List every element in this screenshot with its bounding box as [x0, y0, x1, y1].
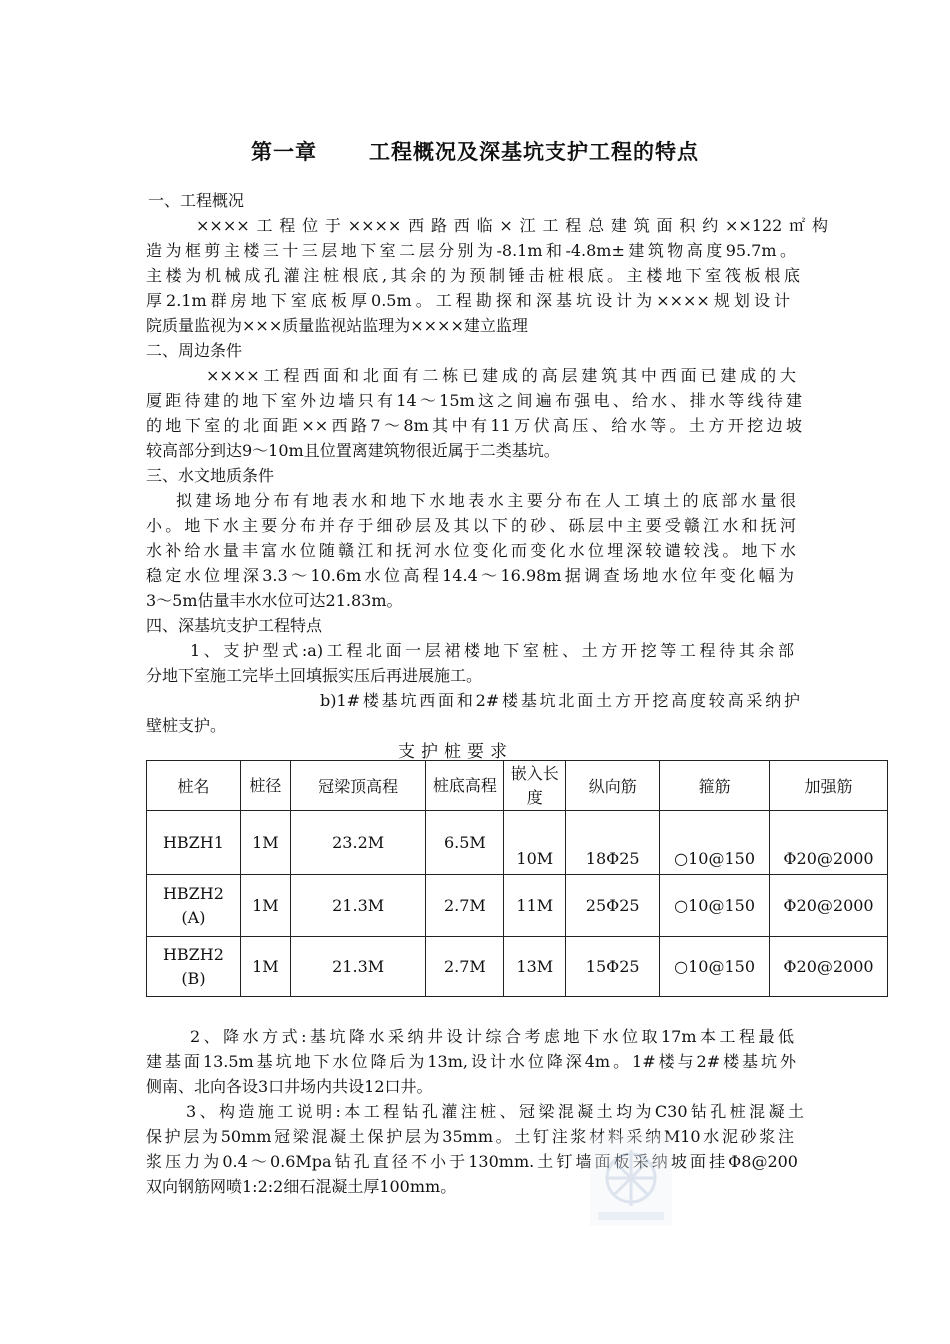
table-cell: 23.2M [290, 811, 426, 875]
paragraph-line: 拟建场地分布有地表水和地下水地表水主要分布在人工填土的底部水量很 [176, 491, 796, 510]
table-cell: 10M [504, 811, 566, 875]
header-cell: 桩名 [147, 761, 241, 811]
table-cell: 1M [240, 811, 290, 875]
section-heading: 一、工程概况 [148, 191, 245, 210]
table-cell: ○10@150 [660, 937, 770, 997]
section-heading: 三、水文地质条件 [146, 466, 275, 485]
table-cell: 13M [504, 937, 566, 997]
table-cell: 1M [240, 937, 290, 997]
table-cell: HBZH2(B) [147, 937, 241, 997]
watermark-logo-icon [588, 1132, 674, 1228]
table-cell: 21.3M [290, 937, 426, 997]
table-row [147, 875, 888, 937]
paragraph-line: 浆压力为0.4～0.6Mpa钻孔直径不小于130mm.土钉墙面板采纳坡面挂Φ8@200 [146, 1152, 798, 1171]
header-cell: 加强筋 [770, 761, 888, 811]
pile-requirements-table [146, 760, 888, 997]
table-caption: 支护桩要求 [398, 742, 513, 762]
header-cell: 嵌入长度 [504, 761, 566, 811]
section-heading: 四、深基坑支护工程特点 [146, 616, 323, 635]
paragraph-line: 稳定水位埋深3.3～10.6m水位高程14.4～16.98m据调查场地水位年变化幅为 [146, 566, 794, 585]
header-cell: 冠梁顶高程 [290, 761, 426, 811]
table-header-row [147, 761, 888, 811]
table-cell: ○10@150 [660, 811, 770, 875]
paragraph-line: 保护层为50mm冠梁混凝土保护层为35mm。土钉注浆材料采纳M10水泥砂浆注 [146, 1127, 794, 1146]
table-cell: HBZH1 [147, 811, 241, 875]
table-cell: HBZH2(A) [147, 875, 241, 937]
section-heading: 二、周边条件 [146, 341, 243, 360]
paragraph-line: 双向钢筋网喷1:2:2细石混凝土厚100mm。 [146, 1177, 457, 1196]
paragraph-line: 建基面13.5m基坑地下水位降后为13m,设计水位降深4m。1#楼与2#楼基坑外 [146, 1052, 796, 1071]
table-cell: 21.3M [290, 875, 426, 937]
paragraph-line: 厦距待建的地下室外边墙只有14～15m这之间遍布强电、给水、排水等线待建 [146, 391, 802, 410]
paragraph-line: 主楼为机械成孔灌注桩根底,其余的为预制锤击桩根底。主楼地下室筏板根底 [146, 266, 800, 285]
paragraph-line: 壁桩支护。 [146, 716, 227, 735]
paragraph-line: 侧南、北向各设3口井场内共设12口井。 [146, 1077, 433, 1096]
table-cell: 11M [504, 875, 566, 937]
chapter-title: 工程概况及深基坑支护工程的特点 [369, 139, 699, 164]
table-cell: ○10@150 [660, 875, 770, 937]
paragraph-line: ××××工程位于××××西路西临×江工程总建筑面积约××122㎡构 [196, 216, 828, 235]
table-row [147, 811, 888, 875]
table-cell: 2.7M [426, 875, 504, 937]
table-cell: 1M [240, 875, 290, 937]
paragraph-line: 厚2.1m群房地下室底板厚0.5m。工程勘探和深基坑设计为××××规划设计 [146, 291, 790, 310]
table-cell: 25Φ25 [566, 875, 660, 937]
paragraph-line: 2、降水方式:基坑降水采纳井设计综合考虑地下水位取17m本工程最低 [190, 1027, 794, 1046]
paragraph-line: ××××工程西面和北面有二栋已建成的高层建筑其中西面已建成的大 [206, 366, 796, 385]
table-cell: Φ20@2000 [770, 937, 888, 997]
paragraph-line: 1、支护型式:a)工程北面一层裙楼地下室桩、土方开挖等工程待其余部 [190, 641, 794, 660]
page-title [0, 136, 950, 166]
table-row [147, 937, 888, 997]
chapter-number: 第一章 [251, 139, 317, 164]
paragraph-line: 3、构造施工说明:本工程钻孔灌注桩、冠梁混凝土均为C30钻孔桩混凝土 [186, 1102, 804, 1121]
table-cell: Φ20@2000 [770, 811, 888, 875]
paragraph-line: b)1#楼基坑西面和2#楼基坑北面土方开挖高度较高采纳护 [320, 691, 800, 710]
paragraph-line: 的地下室的北面距××西路7～8m其中有11万伏高压、给水等。土方开挖边坡 [146, 416, 802, 435]
paragraph-line: 较高部分到达9～10m且位置离建筑物很近属于二类基坑。 [146, 441, 560, 460]
paragraph-line: 院质量监视为×××质量监视站监理为××××建立监理 [146, 316, 528, 335]
table-cell: 6.5M [426, 811, 504, 875]
table-cell: 15Φ25 [566, 937, 660, 997]
table-cell: 2.7M [426, 937, 504, 997]
header-cell: 箍筋 [660, 761, 770, 811]
header-cell: 桩底高程 [426, 761, 504, 811]
paragraph-line: 水补给水量丰富水位随赣江和抚河水位变化而变化水位埋深较谴较浅。地下水 [146, 541, 796, 560]
paragraph-line: 分地下室施工完毕土回填振实压后再进展施工。 [146, 666, 483, 685]
table-cell: Φ20@2000 [770, 875, 888, 937]
header-cell: 纵向筋 [566, 761, 660, 811]
header-cell: 桩径 [240, 761, 290, 811]
paragraph-line: 造为框剪主楼三十三层地下室二层分别为-8.1m和-4.8m±建筑物高度95.7m。 [146, 241, 796, 260]
table-cell: 18Φ25 [566, 811, 660, 875]
paragraph-line: 3～5m估量丰水水位可达21.83m。 [146, 591, 403, 610]
paragraph-line: 小。地下水主要分布并存于细砂层及其以下的砂、砾层中主要受赣江水和抚河 [146, 516, 796, 535]
